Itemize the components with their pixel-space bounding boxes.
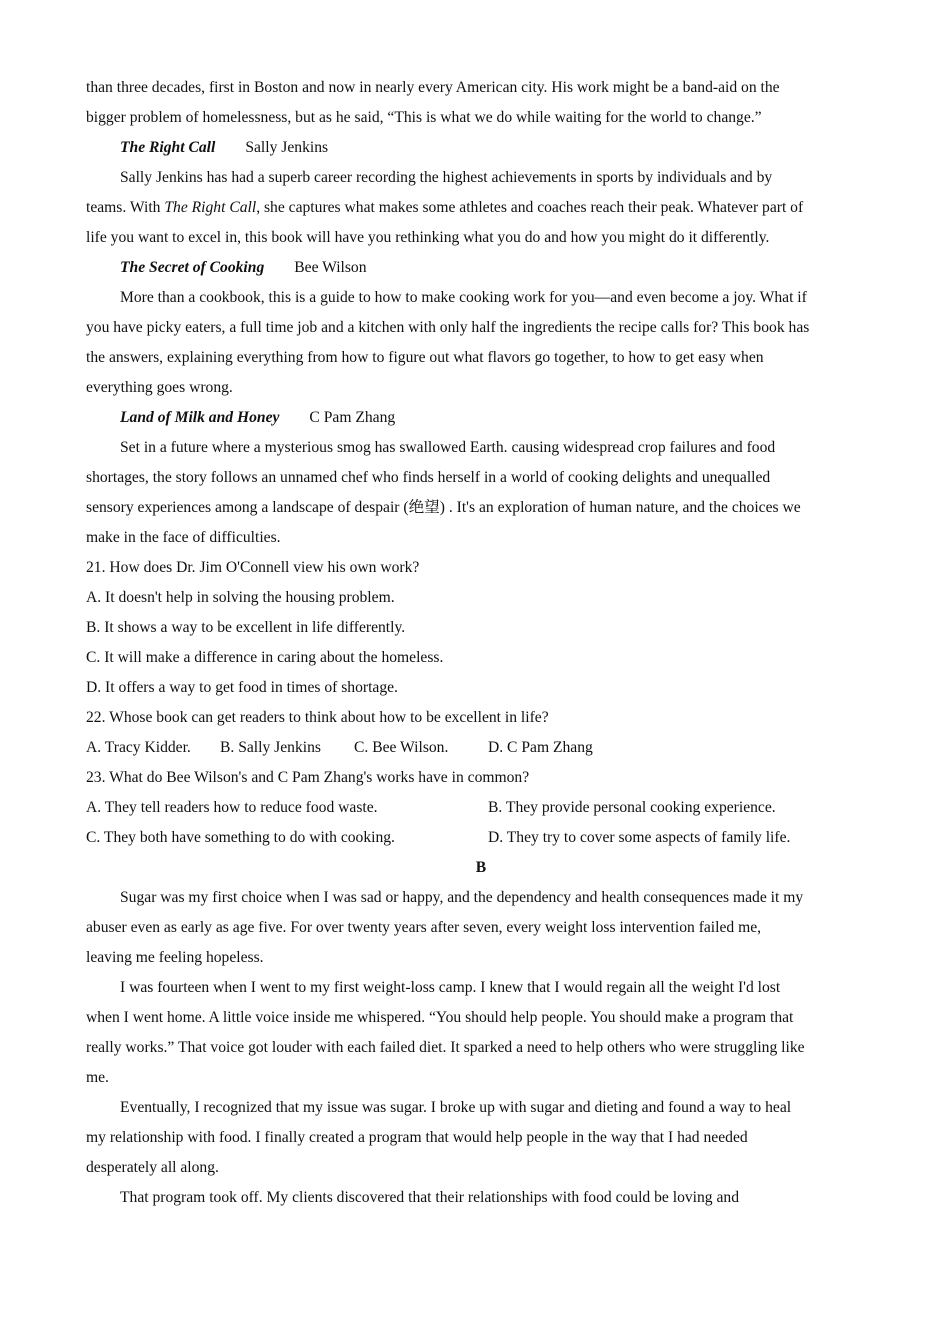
answer-option: B. They provide personal cooking experience. [488, 799, 776, 816]
document-page [86, 73, 876, 1213]
question-stem: 23. What do Bee Wilson's and C Pam Zhang's works have in common? [86, 769, 530, 786]
paragraph-line: when I went home. A little voice inside me whispered. “You should help people. You should make a program that [86, 1009, 794, 1026]
book-description-line: sensory experiences among a landscape of despair (绝望) . It's an exploration of human nature, and the choices we [86, 499, 801, 516]
answer-option: D. They try to cover some aspects of family life. [488, 829, 791, 846]
book-description-line: Set in a future where a mysterious smog has swallowed Earth. causing widespread crop failures and food [120, 439, 776, 456]
book-description-line: the answers, explaining everything from how to figure out what flavors go together, to how to get easy when [86, 349, 764, 366]
answer-option: C. It will make a difference in caring about the homeless. [86, 649, 444, 666]
question-stem: 21. How does Dr. Jim O'Connell view his own work? [86, 559, 420, 576]
answer-option: C. They both have something to do with cooking. [86, 829, 395, 846]
paragraph-line: really works.” That voice got louder with each failed diet. It sparked a need to help others who were struggling like [86, 1039, 805, 1056]
paragraph-line: leaving me feeling hopeless. [86, 949, 264, 966]
answer-option: A. Tracy Kidder. [86, 739, 191, 756]
book-title: The Secret of Cooking [120, 259, 265, 276]
book-heading [86, 403, 876, 433]
book-title: The Right Call [120, 139, 216, 156]
answer-option: D. It offers a way to get food in times of shortage. [86, 679, 398, 696]
paragraph-line: abuser even as early as age five. For over twenty years after seven, every weight loss intervention failed me, [86, 919, 762, 936]
answer-option: C. Bee Wilson. [354, 739, 449, 756]
book-author: Sally Jenkins [245, 139, 329, 156]
answer-option: A. They tell readers how to reduce food waste. [86, 799, 378, 816]
paragraph-line: me. [86, 1069, 109, 1086]
answer-option: D. C Pam Zhang [488, 739, 593, 756]
text-fragment: teams. With [86, 199, 165, 216]
book-description-line: Sally Jenkins has had a superb career recording the highest achievements in sports by individuals and by [120, 169, 773, 186]
answer-option: B. Sally Jenkins [220, 739, 321, 756]
text-fragment: , she captures what makes some athletes and coaches reach their peak. Whatever part of [256, 199, 804, 216]
answer-options-row [86, 733, 876, 763]
paragraph-line: desperately all along. [86, 1159, 219, 1176]
book-description-line: More than a cookbook, this is a guide to how to make cooking work for you—and even become a joy. What if [120, 289, 807, 306]
answer-options-row [86, 793, 876, 823]
paragraph-line: That program took off. My clients discovered that their relationships with food could be loving and [120, 1189, 739, 1206]
book-title-inline: The Right Call [164, 199, 257, 216]
book-heading [86, 133, 876, 163]
passage-line: than three decades, first in Boston and now in nearly every American city. His work might be a band-aid on the [86, 79, 780, 96]
answer-options-row [86, 823, 876, 853]
book-description-line: everything goes wrong. [86, 379, 233, 396]
answer-option: B. It shows a way to be excellent in life differently. [86, 619, 406, 636]
book-description-line [86, 193, 876, 223]
book-description-line: shortages, the story follows an unnamed chef who finds herself in a world of cooking delights and unequalled [86, 469, 771, 486]
paragraph-line: Eventually, I recognized that my issue was sugar. I broke up with sugar and dieting and found a way to heal [120, 1099, 792, 1116]
book-heading [86, 253, 876, 283]
passage-line: bigger problem of homelessness, but as he said, “This is what we do while waiting for the world to change.” [86, 109, 762, 126]
paragraph-line: Sugar was my first choice when I was sad or happy, and the dependency and health consequences made it my [120, 889, 804, 906]
book-author: C Pam Zhang [309, 409, 396, 426]
paragraph-line: I was fourteen when I went to my first weight-loss camp. I knew that I would regain all the weight I'd lost [120, 979, 781, 996]
book-author: Bee Wilson [294, 259, 367, 276]
paragraph-line: my relationship with food. I finally created a program that would help people in the way that I had needed [86, 1129, 748, 1146]
section-heading: B [475, 859, 487, 876]
book-title: Land of Milk and Honey [120, 409, 280, 426]
question-stem: 22. Whose book can get readers to think about how to be excellent in life? [86, 709, 549, 726]
book-description-line: life you want to excel in, this book will have you rethinking what you do and how you might do it differently. [86, 229, 770, 246]
book-description-line: you have picky eaters, a full time job and a kitchen with only half the ingredients the recipe calls for? This book has [86, 319, 810, 336]
answer-option: A. It doesn't help in solving the housing problem. [86, 589, 395, 606]
book-description-line: make in the face of difficulties. [86, 529, 281, 546]
